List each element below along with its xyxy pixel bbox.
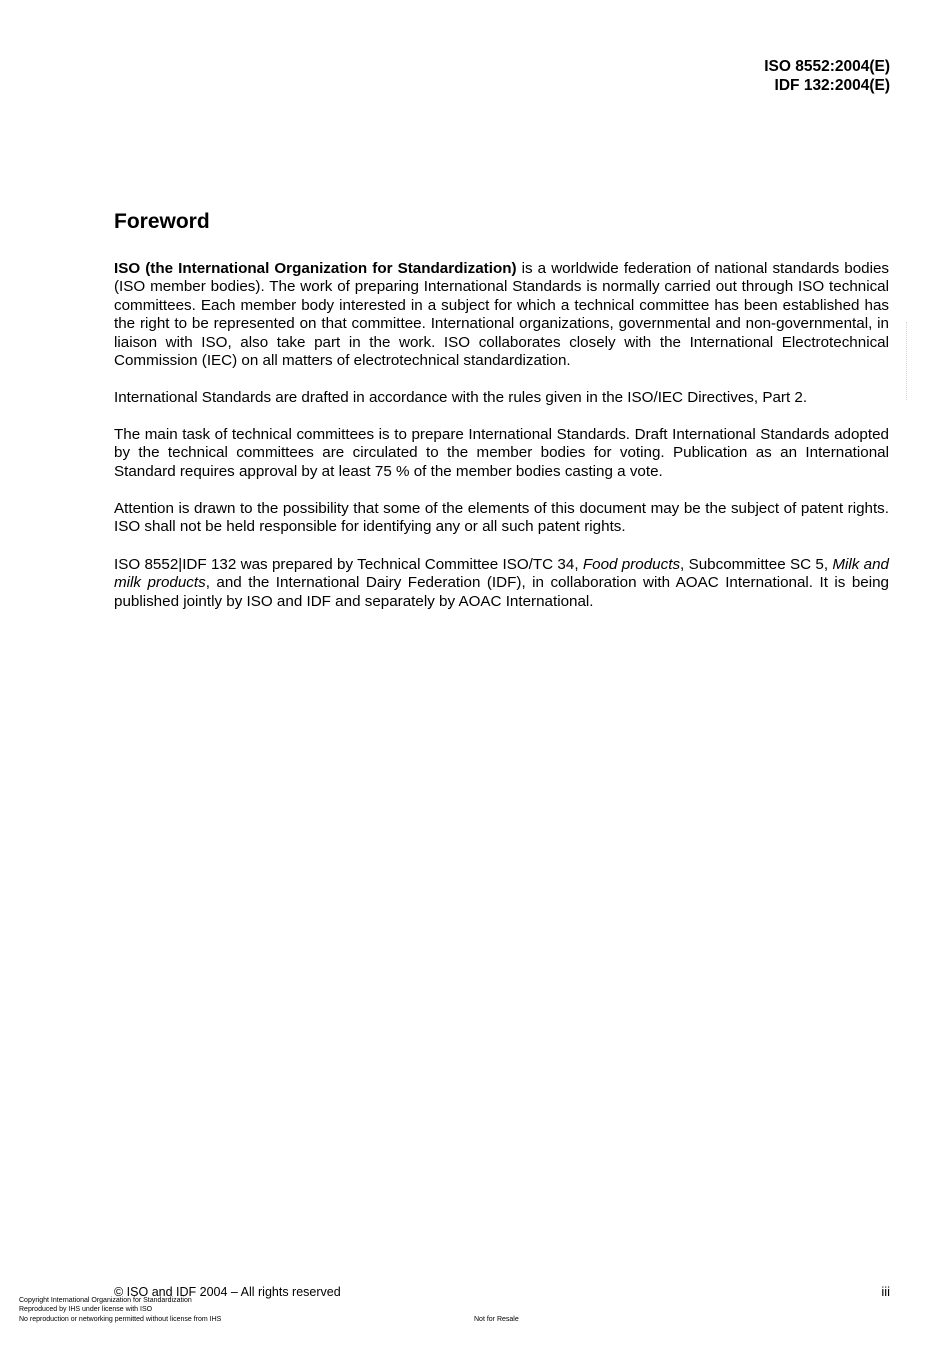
paragraph-2-text: International Standards are drafted in accordance with the rules given in the ISO/IEC Directives, Part 2.	[114, 389, 808, 406]
foreword-paragraph-3	[114, 426, 889, 481]
milk-products-italic: Milk and milk products	[114, 556, 890, 592]
paragraph-1-text: is a worldwide federation of national standards bodies (ISO member bodies). The work of preparing International Standards is normally carried out through ISO technical committees. Each member body interested in a subject for which a technical committee has been established has the right to be represented on that committee. International organizations, governmental and non-governmental, in liaison with ISO, also take part in the work. ISO collaborates closely with the International Electrotechnical Commission (IEC) on all matters of electrotechnical standardization.	[114, 260, 889, 370]
foreword-paragraph-4	[114, 500, 889, 537]
paragraph-4-text: Attention is drawn to the possibility that some of the elements of this document may be the subject of patent rights. ISO shall not be held responsible for identifying any or all such patent rights.	[114, 500, 889, 536]
ihs-notice-line-3: No reproduction or networking permitted without license from IHS	[19, 1316, 222, 1323]
footer-copyright: © ISO and IDF 2004 – All rights reserved	[114, 1285, 341, 1299]
paragraph-5-text-c: , and the International Dairy Federation (IDF), in collaboration with AOAC International. It is being published jointly by ISO and IDF and separately by AOAC International.	[114, 574, 889, 610]
document-reference-iso: ISO 8552:2004(E)	[764, 58, 890, 75]
page-title: Foreword	[114, 210, 210, 233]
page-number: iii	[881, 1284, 890, 1299]
not-for-resale-notice: Not for Resale	[474, 1316, 519, 1323]
ihs-notice-line-1: Copyright International Organization for Standardization	[19, 1297, 192, 1304]
ihs-notice-line-2: Reproduced by IHS under license with ISO	[19, 1306, 153, 1313]
foreword-paragraph-5	[114, 556, 889, 611]
iso-definition-bold: ISO (the International Organization for Standardization)	[114, 260, 517, 277]
food-products-italic: Food products	[582, 556, 681, 573]
paragraph-3-text: The main task of technical committees is to prepare International Standards. Draft International Standards adopted by the technical committees are circulated to the member bodies for voting. Publication as an International Standard requires approval by at least 75 % of the member bodies casting a vote.	[114, 426, 889, 480]
document-reference-idf: IDF 132:2004(E)	[774, 77, 890, 94]
margin-mark	[906, 322, 911, 400]
foreword-paragraph-1	[114, 260, 889, 370]
foreword-paragraph-2	[114, 389, 889, 407]
paragraph-5-text-a: ISO 8552|IDF 132 was prepared by Technical Committee ISO/TC 34,	[114, 556, 583, 573]
paragraph-5-text-b: , Subcommittee SC 5,	[680, 556, 833, 573]
